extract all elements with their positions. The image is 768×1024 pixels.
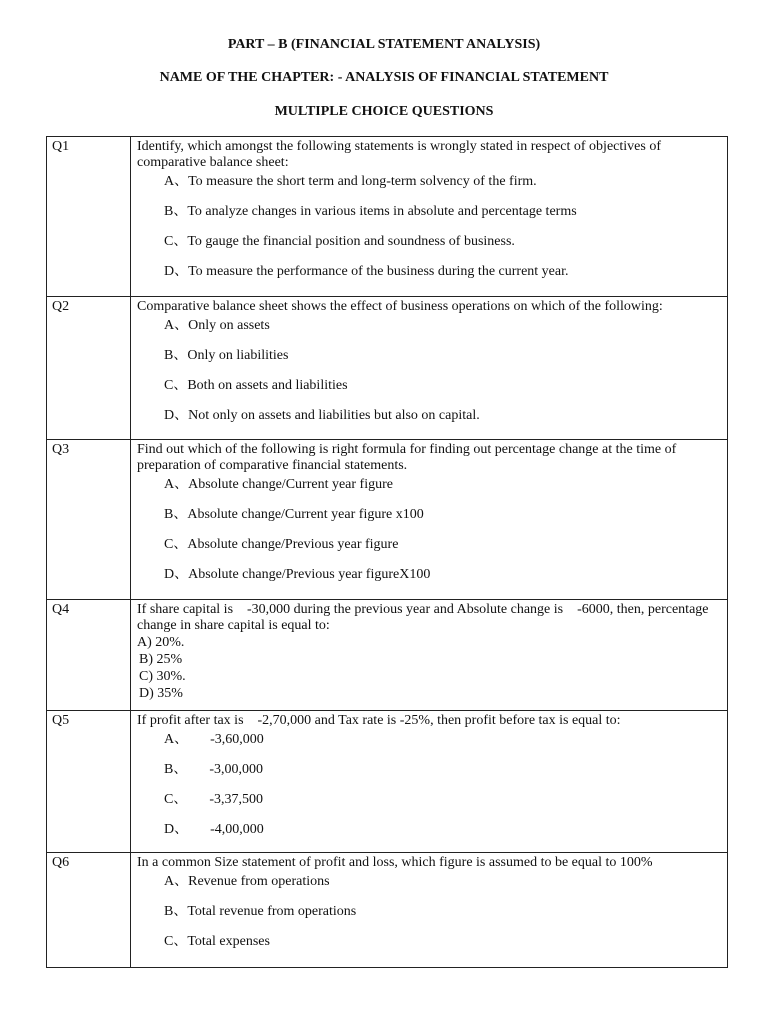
question-row bbox=[47, 297, 728, 440]
question-number: Q3 bbox=[47, 440, 131, 600]
question-stem: Identify, which amongst the following statements is wrongly stated in respect of objectives of comparative balance sheet: bbox=[137, 139, 661, 170]
question-stem: Find out which of the following is right formula for finding out percentage change at the time of preparation of comparative financial statements. bbox=[137, 442, 677, 473]
option-b: B、Total revenue from operations bbox=[164, 904, 357, 919]
option-b bbox=[137, 762, 721, 778]
stem-part: -30,000 during the previous year and Absolute change is bbox=[247, 602, 564, 617]
question-row bbox=[47, 600, 728, 711]
option-letter: B、 bbox=[164, 762, 188, 777]
chapter-title: NAME OF THE CHAPTER: - ANALYSIS OF FINANCIAL STATEMENT bbox=[159, 70, 609, 85]
option-c: C、Absolute change/Previous year figure bbox=[164, 537, 399, 552]
question-body bbox=[131, 600, 728, 711]
option-b: B、Absolute change/Current year figure x100 bbox=[164, 507, 424, 522]
option-value: -4,00,000 bbox=[210, 822, 264, 837]
option-c: C、To gauge the financial position and soundness of business. bbox=[164, 234, 515, 249]
question-body bbox=[131, 711, 728, 853]
option-c bbox=[137, 792, 721, 808]
question-body bbox=[131, 297, 728, 440]
stem-part: -2,70,000 and Tax rate is -25%, then profit before tax is equal to: bbox=[257, 713, 621, 728]
question-body bbox=[131, 853, 728, 968]
option-c: C) 30%. bbox=[139, 669, 186, 684]
option-a: A) 20%. bbox=[137, 635, 185, 650]
question-row bbox=[47, 440, 728, 600]
section-title: MULTIPLE CHOICE QUESTIONS bbox=[274, 104, 494, 119]
option-value: -3,60,000 bbox=[210, 732, 264, 747]
question-number: Q1 bbox=[47, 137, 131, 297]
option-a bbox=[137, 732, 721, 748]
option-a: A、Absolute change/Current year figure bbox=[164, 477, 393, 492]
question-stem: Comparative balance sheet shows the effect of business operations on which of the following: bbox=[137, 299, 663, 314]
stem-part: -6000, then, percentage change in share capital is equal to: bbox=[137, 602, 709, 633]
option-d bbox=[137, 822, 721, 838]
stem-part: If profit after tax is bbox=[137, 713, 244, 728]
option-d: D、Not only on assets and liabilities but also on capital. bbox=[164, 408, 480, 423]
option-a: A、To measure the short term and long-term solvency of the firm. bbox=[164, 174, 537, 189]
question-row bbox=[47, 853, 728, 968]
question-stem bbox=[137, 713, 721, 729]
question-number: Q6 bbox=[47, 853, 131, 968]
questions-table bbox=[46, 136, 728, 968]
option-a: A、Revenue from operations bbox=[164, 874, 330, 889]
option-value: -3,37,500 bbox=[209, 792, 264, 807]
question-number: Q4 bbox=[47, 600, 131, 711]
option-letter: A、 bbox=[164, 732, 189, 747]
option-b: B、To analyze changes in various items in absolute and percentage terms bbox=[164, 204, 577, 219]
option-c: C、Both on assets and liabilities bbox=[164, 378, 348, 393]
option-value: -3,00,000 bbox=[209, 762, 264, 777]
option-c: C、Total expenses bbox=[164, 934, 270, 949]
option-b: B) 25% bbox=[139, 652, 183, 667]
option-b: B、Only on liabilities bbox=[164, 348, 289, 363]
option-d: D) 35% bbox=[139, 686, 183, 701]
option-letter: C、 bbox=[164, 792, 188, 807]
question-stem bbox=[137, 602, 721, 634]
stem-part: If share capital is bbox=[137, 602, 234, 617]
question-stem: In a common Size statement of profit and loss, which figure is assumed to be equal to 100% bbox=[137, 855, 653, 870]
option-d: D、To measure the performance of the business during the current year. bbox=[164, 264, 569, 279]
question-number: Q2 bbox=[47, 297, 131, 440]
option-letter: D、 bbox=[164, 822, 189, 837]
question-body bbox=[131, 137, 728, 297]
question-body bbox=[131, 440, 728, 600]
part-title: PART – B (FINANCIAL STATEMENT ANALYSIS) bbox=[227, 37, 541, 52]
question-row bbox=[47, 711, 728, 853]
question-number: Q5 bbox=[47, 711, 131, 853]
option-d: D、Absolute change/Previous year figureX100 bbox=[164, 567, 431, 582]
question-row bbox=[47, 137, 728, 297]
option-a: A、Only on assets bbox=[164, 318, 270, 333]
